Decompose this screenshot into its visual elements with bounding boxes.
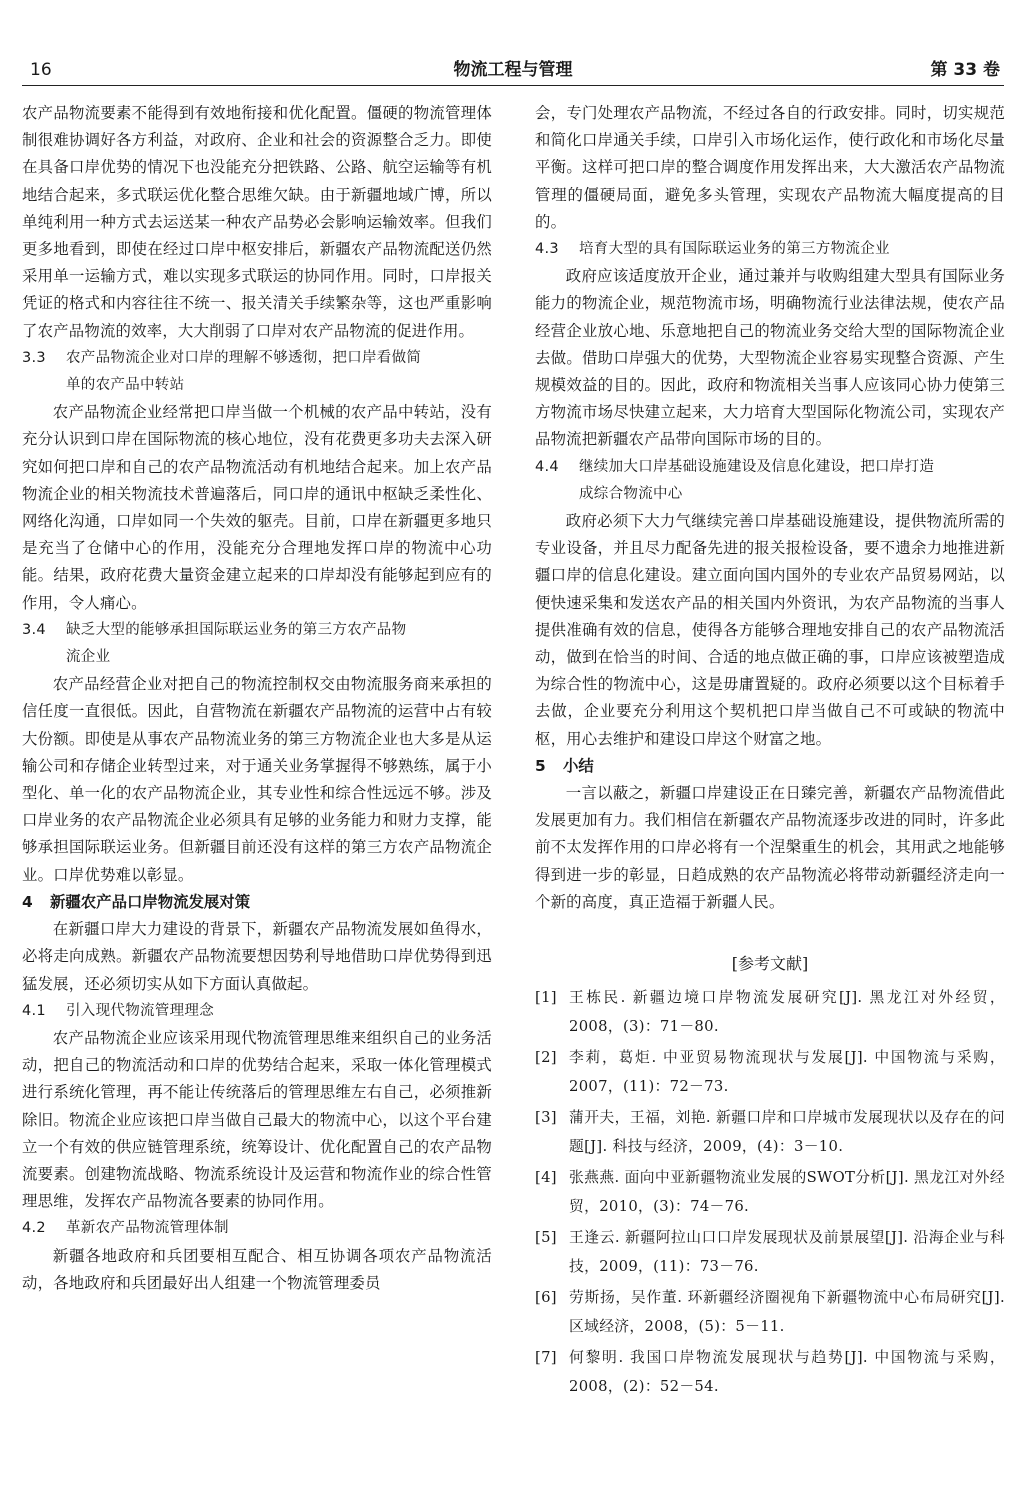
- paragraph: 农产品经营企业对把自己的物流控制权交由物流服务商来承担的信任度一直很低。因此，自营物流在新疆农产品物流的运营中占有较大份额。即使是从事农产品物流业务的第三方物流企业也大多是从运输公司和存储企业转型过来，对于通关业务掌握得不够熟练，属于小型化、单一化的农产品物流企业，其专业性和综合性远远不够。涉及口岸业务的农产品物流企业必须具有足够的业务能力和财力支撑，能够承担国际联运业务。但新疆目前还没有这样的第三方农产品物流企业。口岸优势难以彰显。: [22, 675, 492, 884]
- section-number: 5: [535, 756, 546, 775]
- subsection-heading-3-3-cont: 单的农产品中转站: [66, 377, 185, 394]
- reference-number: [3]: [535, 1109, 557, 1127]
- paragraph: 新疆各地政府和兵团要相互配合、相互协调各项农产品物流活动，各地政府和兵团最好出人组建一个物流管理委员: [22, 1246, 492, 1292]
- section-heading-5: [535, 753, 1005, 780]
- paragraph: 农产品物流企业应该采用现代物流管理思维来组织自己的业务活动，把自己的物流活动和口岸的优势结合起来，采取一体化管理模式进行系统化管理，再不能让传统落后的管理思维左右自己，必须推新除旧。物流企业应该把口岸当做自己最大的物流中心，以这个平台建立一个有效的供应链管理系统，统筹设计、优化配置自己的农产品物流要素。创建物流战略、物流系统设计及运营和物流作业的综合性管理思维，发挥农产品物流各要素的协同作用。: [22, 1028, 492, 1211]
- reference-number: [6]: [535, 1289, 557, 1307]
- section-title: 引入现代物流管理理念: [66, 1002, 214, 1019]
- subsection-heading-4-1: [22, 998, 492, 1025]
- section-number: 4: [22, 892, 33, 911]
- subsection-heading-3-3: [22, 345, 492, 372]
- section-title: 革新农产品物流管理体制: [66, 1220, 229, 1237]
- paragraph: 农产品物流要素不能得到有效地衔接和优化配置。僵硬的物流管理体制很难协调好各方利益，对政府、企业和社会的资源整合乏力。即使在具备口岸优势的情况下也没能充分把铁路、公路、航空运输等有机地结合起来，多式联运优化整合思维欠缺。由于新疆地域广博，所以单纯利用一种方式去运送某一种农产品势必会影响运输效率。但我们更多地看到，即使在经过口岸中枢安排后，新疆农产品物流配送仍然采用单一运输方式，难以实现多式联运的协同作用。同时，口岸报关凭证的格式和内容往往不统一、报关清关手续繁杂等，这也严重影响了农产品物流的效率，大大削弱了口岸对农产品物流的促进作用。: [22, 104, 492, 340]
- reference-text: 王栋民. 新疆边境口岸物流发展研究[J]. 黑龙江对外经贸，2008，(3)：71－80.: [569, 989, 1005, 1036]
- paragraph: 在新疆口岸大力建设的背景下，新疆农产品物流发展如鱼得水，必将走向成熟。新疆农产品物流要想因势利导地借助口岸优势得到迅猛发展，还必须切实从如下方面认真做起。: [22, 920, 492, 993]
- section-number: 4.1: [22, 1002, 46, 1019]
- reference-list: [535, 983, 1005, 1401]
- reference-text: 李莉，葛炬. 中亚贸易物流现状与发展[J]. 中国物流与采购，2007，(11)：72－73.: [569, 1049, 1005, 1096]
- reference-text: 何黎明. 我国口岸物流发展现状与趋势[J]. 中国物流与采购，2008，(2)：52－54.: [569, 1349, 1005, 1396]
- page-header: [22, 55, 1004, 86]
- section-title: 继续加大口岸基础设施建设及信息化建设，把口岸打造: [579, 458, 935, 475]
- section-title: 培育大型的具有国际联运业务的第三方物流企业: [579, 241, 890, 258]
- reference-text: 蒲开夫，王福，刘艳. 新疆口岸和口岸城市发展现状以及存在的问题[J]. 科技与经济，2009，(4)：3－10.: [569, 1109, 1005, 1156]
- page-number: 16: [30, 60, 52, 80]
- section-number: 4.3: [535, 241, 559, 258]
- reference-item: [535, 1283, 1005, 1341]
- reference-text: 张燕燕. 面向中亚新疆物流业发展的SWOT分析[J]. 黑龙江对外经贸，2010，(3)：74－76.: [569, 1169, 1005, 1216]
- section-number: 4.2: [22, 1220, 46, 1237]
- reference-item: [535, 1343, 1005, 1401]
- section-title: 农产品物流企业对口岸的理解不够透彻，把口岸看做简: [66, 349, 422, 366]
- section-number: 4.4: [535, 458, 559, 475]
- section-title: 小结: [563, 756, 594, 775]
- section-number: 3.4: [22, 621, 46, 638]
- paragraph: 政府应该适度放开企业，通过兼并与收购组建大型具有国际业务能力的物流企业，规范物流市场，明确物流行业法律法规，使农产品经营企业放心地、乐意地把自己的物流业务交给大型的国际物流企业去做。借助口岸强大的优势，大型物流企业容易实现整合资源、产生规模效益的目的。因此，政府和物流相关当事人应该同心协力使第三方物流市场尽快建立起来，大力培育大型国际化物流公司，实现农产品物流把新疆农产品带向国际市场的目的。: [535, 267, 1005, 449]
- reference-item: [535, 1103, 1005, 1161]
- section-number: 3.3: [22, 349, 46, 366]
- paragraph: 农产品物流企业经常把口岸当做一个机械的农产品中转站，没有充分认识到口岸在国际物流的核心地位，没有花费更多功夫去深入研究如何把口岸和自己的农产品物流活动有机地结合起来。加上农产品物流企业的相关物流技术普遍落后，同口岸的通讯中枢缺乏柔性化、网络化沟通，口岸如同一个失效的躯壳。目前，口岸在新疆更多地只是充当了仓储中心的作用，没能充分合理地发挥口岸的物流中心功能。结果，政府花费大量资金建立起来的口岸却没有能够起到应有的作用，令人痛心。: [22, 403, 492, 612]
- subsection-heading-3-4-cont: 流企业: [66, 649, 111, 666]
- reference-number: [1]: [535, 989, 557, 1007]
- reference-text: 劳斯扬，吴作董. 环新疆经济圈视角下新疆物流中心布局研究[J]. 区域经济，2008，(5)：5－11.: [569, 1289, 1005, 1336]
- paragraph: 会，专门处理农产品物流，不经过各自的行政安排。同时，切实规范和简化口岸通关手续，口岸引入市场化运作，使行政化和市场化尽量平衡。这样可把口岸的整合调度作用发挥出来，大大激活农产品物流管理的僵硬局面，避免多头管理，实现农产品物流大幅度提高的目的。: [535, 104, 1005, 231]
- subsection-heading-4-2: [22, 1215, 492, 1242]
- section-title: 新疆农产品口岸物流发展对策: [50, 892, 251, 911]
- right-column: [535, 100, 1005, 1490]
- volume-label: 第 33 卷: [930, 60, 1000, 80]
- subsection-heading-4-4: [535, 454, 1005, 481]
- reference-number: [2]: [535, 1049, 557, 1067]
- reference-text: 王逢云. 新疆阿拉山口口岸发展现状及前景展望[J]. 沿海企业与科技，2009，(11)：73－76.: [569, 1229, 1005, 1276]
- section-heading-4: [22, 889, 492, 916]
- reference-number: [4]: [535, 1169, 557, 1187]
- reference-item: [535, 983, 1005, 1041]
- reference-number: [5]: [535, 1229, 557, 1247]
- left-column: [22, 100, 492, 1490]
- subsection-heading-3-4: [22, 617, 492, 644]
- reference-number: [7]: [535, 1349, 557, 1367]
- section-title: 缺乏大型的能够承担国际联运业务的第三方农产品物: [66, 621, 407, 638]
- subsection-heading-4-3: [535, 236, 1005, 263]
- references-title: [参考文献]: [731, 954, 809, 974]
- journal-title: 物流工程与管理: [453, 60, 573, 80]
- paragraph: 一言以蔽之，新疆口岸建设正在日臻完善，新疆农产品物流借此发展更加有力。我们相信在新疆农产品物流逐步改进的同时，许多此前不太发挥作用的口岸必将有一个涅槃重生的机会，其用武之地能够得到进一步的彰显，日趋成熟的农产品物流必将带动新疆经济走向一个新的高度，真正造福于新疆人民。: [535, 784, 1005, 911]
- paragraph: 政府必须下大力气继续完善口岸基础设施建设，提供物流所需的专业设备，并且尽力配备先进的报关报检设备，要不遗余力地推进新疆口岸的信息化建设。建立面向国内国外的专业农产品贸易网站，以便快速采集和发送农产品的相关国内外资讯，为农产品物流的当事人提供准确有效的信息，使得各方能够合理地安排自己的农产品物流活动，做到在恰当的时间、合适的地点做正确的事，口岸应该被塑造成为综合性的物流中心，这是毋庸置疑的。政府必须要以这个目标着手去做，企业要充分利用这个契机把口岸当做自己不可或缺的物流中枢，用心去维护和建设口岸这个财富之地。: [535, 512, 1005, 748]
- subsection-heading-4-4-cont: 成综合物流中心: [579, 485, 683, 502]
- reference-item: [535, 1043, 1005, 1101]
- reference-item: [535, 1163, 1005, 1221]
- reference-item: [535, 1223, 1005, 1281]
